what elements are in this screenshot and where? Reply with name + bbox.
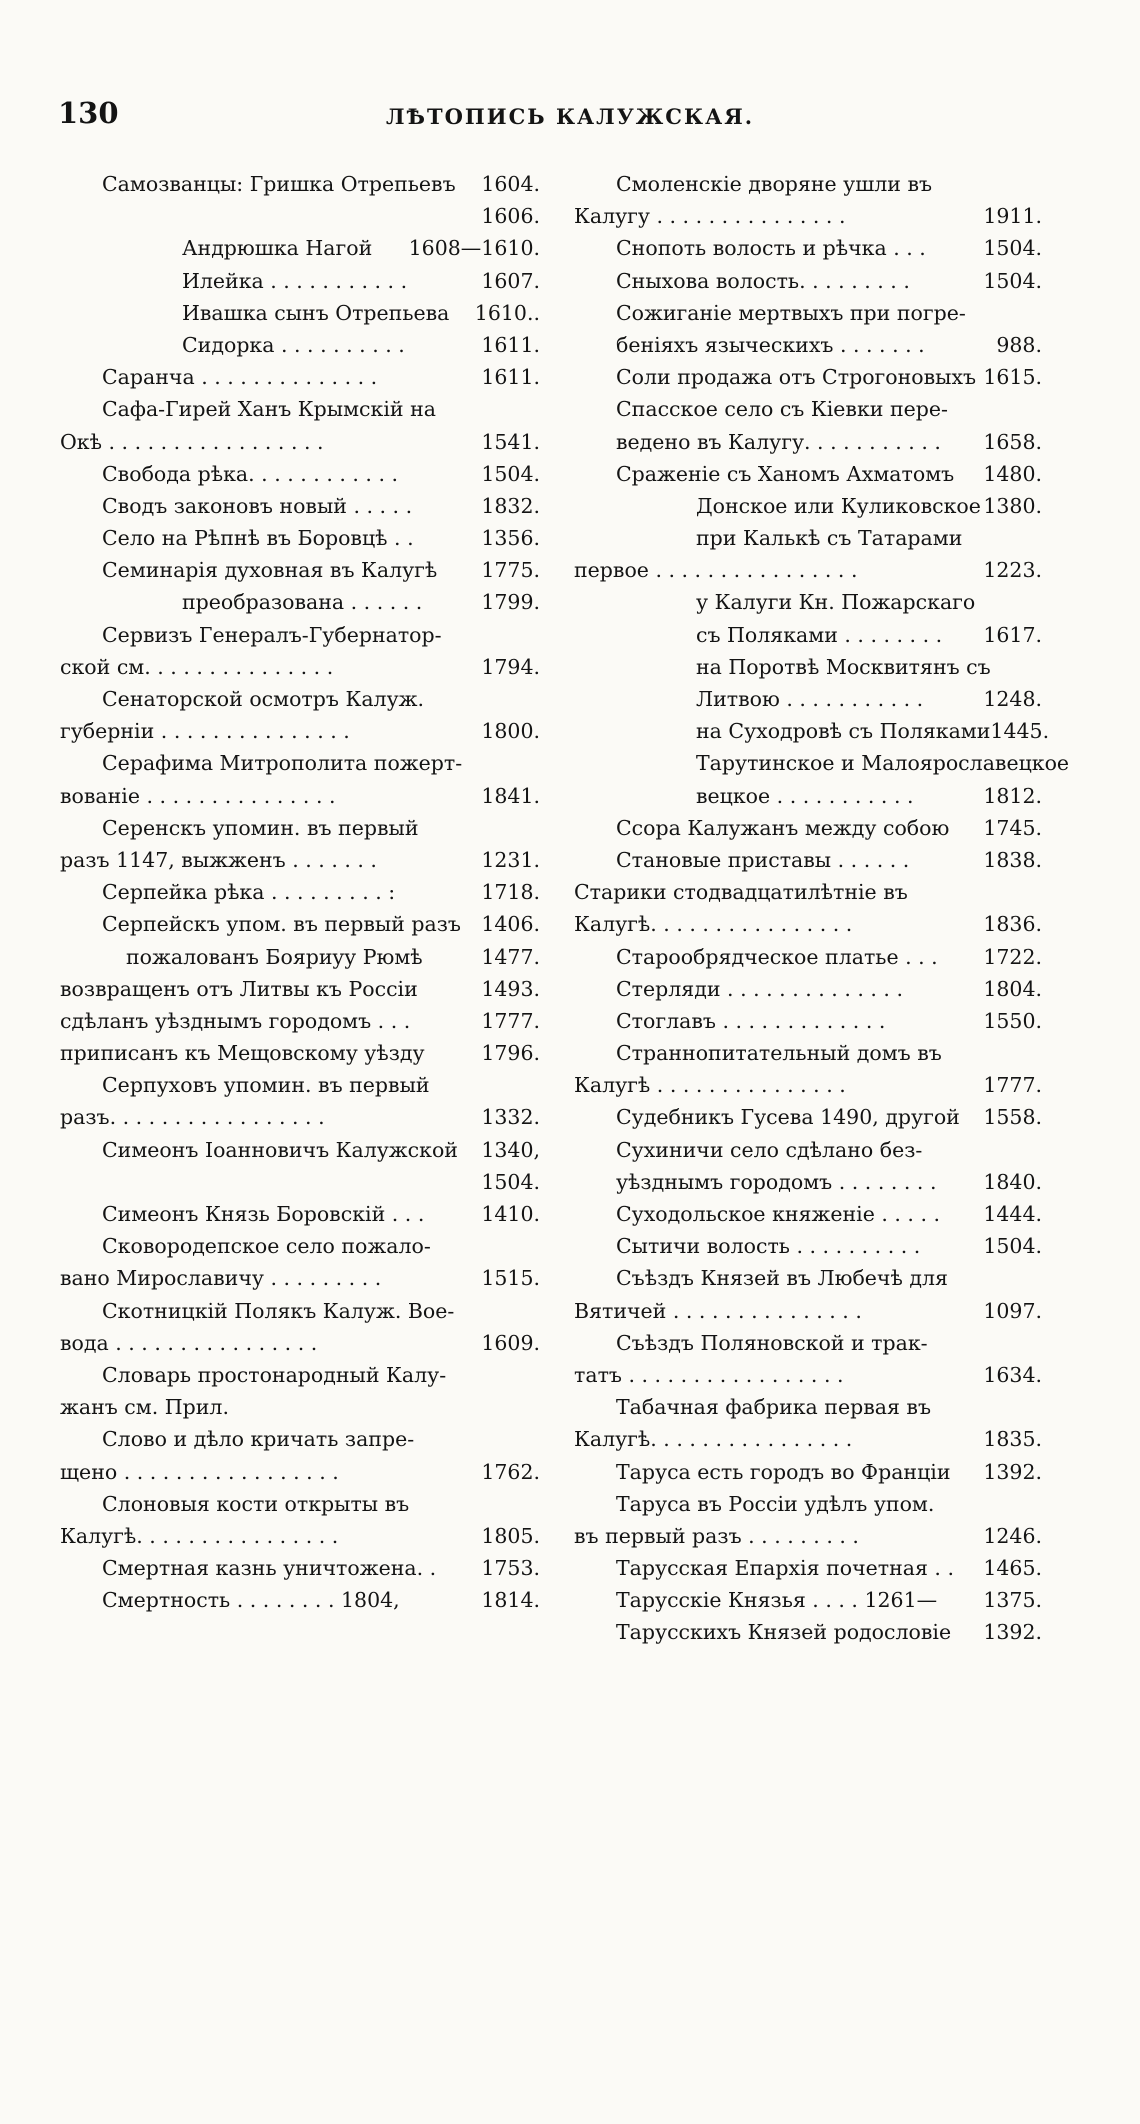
index-entry (60, 683, 540, 715)
entry-year: 1607. (481, 268, 540, 293)
entry-year: 1753. (481, 1556, 540, 1581)
index-entry (60, 458, 540, 490)
index-entry (60, 1198, 540, 1230)
entry-year: 1836. (983, 912, 1042, 937)
index-entry (60, 426, 540, 458)
entry-text: Сенаторской осмотръ Калуж. (102, 687, 425, 711)
entry-text: Илейка . . . . . . . . . . . (182, 268, 408, 293)
entry-text: Калугѣ . . . . . . . . . . . . . . . (574, 1073, 846, 1098)
entry-year: 1332. (481, 1105, 540, 1130)
index-entry (60, 844, 540, 876)
entry-year: 1775. (481, 558, 540, 583)
entry-text: Тарусскіе Князья . . . . 1261— (616, 1588, 938, 1613)
entry-year: 1504. (481, 461, 540, 486)
entry-year: 1804. (983, 976, 1042, 1001)
entry-year: 1838. (983, 847, 1042, 872)
entry-year: 1550. (983, 1008, 1042, 1033)
entry-year: 1814. (481, 1588, 540, 1613)
entry-year: 1608—1610. (408, 236, 540, 261)
entry-text: Стерляди . . . . . . . . . . . . . . (616, 976, 903, 1001)
entry-year: 1223. (983, 558, 1042, 583)
entry-text: Таруса есть городъ во Франціи (616, 1459, 951, 1484)
entry-year: 1800. (481, 719, 540, 744)
index-entry (574, 1101, 1042, 1133)
entry-year: 1246. (983, 1523, 1042, 1548)
entry-year: 1634. (983, 1362, 1042, 1387)
entry-text: Съѣздъ Князей въ Любечѣ для (616, 1266, 948, 1291)
index-entry (60, 232, 540, 264)
entry-text: Серенскъ упомин. въ первый (102, 815, 419, 840)
index-entry (574, 200, 1042, 232)
entry-text: возвращенъ отъ Литвы къ Россіи (60, 976, 418, 1001)
index-entry (60, 876, 540, 908)
index-entry (60, 1295, 540, 1327)
entry-year: 1445. (990, 719, 1050, 744)
entry-year: 1504. (983, 268, 1042, 293)
entry-year: 1504. (983, 236, 1042, 261)
index-entry (574, 393, 1042, 425)
entry-text: Тарусская Епархія почетная . . (616, 1556, 954, 1581)
entry-year: 1375. (983, 1588, 1042, 1613)
index-entry (574, 361, 1042, 393)
entry-year: 1515. (481, 1266, 540, 1291)
entry-text: Страннопитательный домъ въ (616, 1041, 942, 1066)
index-entry (60, 941, 540, 973)
entry-text: Смертная казнь уничтожена. . (102, 1556, 437, 1581)
entry-text: Серпейка рѣка . . . . . . . . . : (102, 880, 396, 905)
entry-text: Снопоть волость и рѣчка . . . (616, 236, 926, 261)
entry-text: вецкое . . . . . . . . . . . (696, 783, 914, 808)
entry-text: Сытичи волость . . . . . . . . . . (616, 1234, 921, 1259)
index-entry (60, 554, 540, 586)
entry-year: 1392. (983, 1459, 1042, 1484)
entry-text: вованіе . . . . . . . . . . . . . . . (60, 783, 336, 808)
index-entry (60, 1327, 540, 1359)
entry-year: 1504. (983, 1234, 1042, 1259)
entry-text: Старообрядческое платье . . . (616, 944, 938, 969)
entry-year: 1611. (481, 332, 540, 357)
entry-year: 1812. (983, 783, 1042, 808)
entry-text: при Калькѣ съ Татарами (696, 526, 963, 551)
index-entry (60, 297, 540, 329)
index-entry (574, 780, 1042, 812)
entry-text: у Калуги Кн. Пожарскаго (696, 590, 976, 615)
entry-year: 1609. (481, 1330, 540, 1355)
index-entry (574, 844, 1042, 876)
entry-text: Спасское село съ Кіевки пере- (616, 397, 948, 422)
entry-text: Тарусскихъ Князей родословіе (616, 1620, 952, 1645)
index-entry (574, 1198, 1042, 1230)
entry-text: Симеонъ Іоанновичъ Калужской (102, 1137, 458, 1162)
index-entry (574, 1488, 1042, 1520)
entry-year: 1794. (481, 654, 540, 679)
entry-year: 1832. (481, 493, 540, 518)
entry-text: Таруса въ Россіи удѣлъ упом. (616, 1491, 935, 1516)
index-entry (60, 1101, 540, 1133)
index-entry (574, 619, 1042, 651)
index-entry (60, 1069, 540, 1101)
entry-text: Судебникъ Гусева 1490, другой (616, 1105, 960, 1130)
entry-text: уѣзднымъ городомъ . . . . . . . . (616, 1169, 937, 1194)
index-entry (60, 200, 540, 232)
entry-year: 1841. (481, 783, 540, 808)
entry-year: 1477. (481, 944, 540, 969)
index-entry (574, 232, 1042, 264)
index-entry (60, 715, 540, 747)
index-entry (574, 554, 1042, 586)
index-entry (574, 329, 1042, 361)
index-entry (574, 973, 1042, 1005)
index-entry (60, 1520, 540, 1552)
index-entry (574, 1423, 1042, 1455)
entry-text: пожалованъ Бояриyу Рюмѣ (126, 944, 423, 969)
entry-text: Окѣ . . . . . . . . . . . . . . . . . (60, 429, 324, 454)
entry-text: Серпейскъ упом. въ первый разъ (102, 912, 461, 937)
entry-year: 988. (996, 332, 1042, 357)
entry-year: 1745. (983, 815, 1042, 840)
index-entry (60, 747, 540, 779)
entry-year: 1248. (983, 687, 1042, 711)
index-entry (60, 1456, 540, 1488)
entry-year: 1805. (481, 1523, 540, 1548)
index-entry (574, 715, 1050, 747)
entry-text: щено . . . . . . . . . . . . . . . . . (60, 1459, 339, 1484)
index-entry (60, 1584, 540, 1616)
index-entry (60, 1423, 540, 1455)
entry-year: 1658. (983, 429, 1042, 454)
entry-text: беніяхъ языческихъ . . . . . . . (616, 332, 925, 357)
entry-text: Свобода рѣка. . . . . . . . . . . . (102, 461, 399, 486)
entry-text: Серафима Митрополита пожерт- (102, 751, 463, 776)
running-title: ЛѢТОПИСЬ КАЛУЖСКАЯ. (385, 104, 755, 129)
index-entry (574, 1456, 1042, 1488)
entry-text: Симеонъ Князь Боровскій . . . (102, 1202, 425, 1226)
index-entry (574, 168, 1042, 200)
entry-text: на Поротвѣ Москвитянъ съ (696, 654, 991, 679)
index-entry (574, 683, 1042, 715)
index-entry (574, 747, 1070, 779)
entry-year: 1340, (481, 1137, 540, 1162)
entry-text: въ первый разъ . . . . . . . . . (574, 1523, 859, 1548)
index-entry (574, 490, 1042, 522)
index-entry (60, 1230, 540, 1262)
entry-year: 1718. (481, 880, 540, 905)
index-column-right (574, 168, 1070, 1649)
entry-year: 1231. (481, 847, 540, 872)
entry-text: Съѣздъ Поляновской и трак- (616, 1330, 928, 1355)
entry-year: 1392. (983, 1620, 1042, 1645)
entry-text: ведено въ Калугу. . . . . . . . . . . (616, 429, 941, 454)
index-entry (60, 812, 540, 844)
entry-text: Смоленскіе дворяне ушли въ (616, 172, 933, 196)
entry-text: на Суходровѣ съ Поляками (696, 719, 991, 744)
entry-text: Словарь простонародный Калу- (102, 1362, 447, 1387)
index-entry (574, 1391, 1042, 1423)
entry-year: 1444. (983, 1202, 1042, 1226)
entry-text: Вятичей . . . . . . . . . . . . . . . (574, 1298, 862, 1323)
entry-text: Самозванцы: Гришка Отрепьевъ (102, 172, 456, 196)
index-entry (574, 458, 1042, 490)
index-entry (60, 490, 540, 522)
entry-year: 1410. (481, 1202, 540, 1226)
entry-text: Слоновыя кости открыты въ (102, 1491, 410, 1516)
index-entry (574, 586, 1042, 618)
entry-text: Сухиничи село сдѣлано без- (616, 1137, 923, 1162)
entry-text: Сафа-Гирей Ханъ Крымскій на (102, 397, 436, 422)
entry-text: Серпуховъ упомин. въ первый (102, 1073, 430, 1098)
entry-year: 1840. (983, 1169, 1042, 1194)
index-column-left (60, 168, 540, 1616)
index-entry (574, 1327, 1042, 1359)
entry-text: преобразована . . . . . . (182, 590, 423, 615)
index-entry (574, 1230, 1042, 1262)
index-entry (574, 1520, 1042, 1552)
entry-text: Сковородепское село пожало- (102, 1234, 431, 1259)
page-number: 130 (58, 96, 119, 130)
index-entry (60, 1134, 540, 1166)
entry-year: 1097. (983, 1298, 1042, 1323)
index-entry (60, 168, 540, 200)
index-entry (60, 1037, 540, 1069)
index-entry (574, 1134, 1042, 1166)
entry-year: 1606. (481, 204, 540, 229)
entry-text: Калугу . . . . . . . . . . . . . . . (574, 204, 846, 229)
entry-text: Сныхова волость. . . . . . . . . (616, 268, 910, 293)
index-entry (60, 973, 540, 1005)
index-entry (60, 1359, 540, 1391)
entry-text: жанъ см. Прил. (60, 1395, 229, 1420)
index-entry (574, 941, 1042, 973)
index-entry (60, 1166, 540, 1198)
entry-text: Тарутинское и Малоярославецкое (696, 751, 1070, 776)
entry-year: 1777. (481, 1008, 540, 1033)
entry-text: Литвою . . . . . . . . . . . (696, 687, 924, 711)
index-entry (60, 908, 540, 940)
entry-text: Андрюшка Нагой (182, 236, 373, 261)
index-entry (60, 1488, 540, 1520)
entry-year: 1911. (983, 204, 1042, 229)
index-entry (60, 1262, 540, 1294)
entry-text: Калугѣ. . . . . . . . . . . . . . . . (574, 912, 853, 937)
entry-year: 1777. (983, 1073, 1042, 1098)
index-entry (574, 1359, 1042, 1391)
entry-year: 1762. (481, 1459, 540, 1484)
entry-text: Сводъ законовъ новый . . . . . (102, 493, 413, 518)
entry-text: ской см. . . . . . . . . . . . . . . (60, 654, 334, 679)
entry-text: Соли продажа отъ Строгоновыхъ (616, 365, 977, 390)
entry-year: 1796. (481, 1041, 540, 1066)
index-entry (574, 522, 1042, 554)
entry-text: Становые приставы . . . . . . (616, 847, 910, 872)
entry-year: 1465. (983, 1556, 1042, 1581)
index-entry (574, 812, 1042, 844)
index-entry (60, 522, 540, 554)
entry-text: Суходольское княженіе . . . . . (616, 1202, 940, 1226)
index-entry (60, 586, 540, 618)
entry-text: разъ. . . . . . . . . . . . . . . . . (60, 1105, 325, 1130)
index-entry (574, 908, 1042, 940)
entry-year: 1493. (481, 976, 540, 1001)
entry-text: Сидорка . . . . . . . . . . (182, 332, 405, 357)
index-entry (574, 297, 1042, 329)
index-entry (574, 1069, 1042, 1101)
entry-text: Калугѣ. . . . . . . . . . . . . . . . (60, 1523, 339, 1548)
entry-text: Табачная фабрика первая въ (616, 1395, 932, 1420)
entry-text: Саранча . . . . . . . . . . . . . . (102, 365, 378, 390)
entry-text: приписанъ къ Мещовскому уѣзду (60, 1041, 425, 1066)
entry-text: Стоглавъ . . . . . . . . . . . . . (616, 1008, 886, 1033)
index-entry (60, 619, 540, 651)
entry-year: 1799. (481, 590, 540, 615)
index-entry (574, 1166, 1042, 1198)
index-entry (60, 780, 540, 812)
entry-year: 1480. (983, 461, 1042, 486)
entry-text: сдѣланъ уѣзднымъ городомъ . . . (60, 1008, 411, 1033)
entry-text: татъ . . . . . . . . . . . . . . . . . (574, 1362, 844, 1387)
entry-text: съ Поляками . . . . . . . . (696, 622, 943, 647)
entry-year: 1835. (983, 1427, 1042, 1452)
index-entry (574, 1037, 1042, 1069)
entry-year: 1356. (481, 526, 540, 551)
entry-year: 1617. (983, 622, 1042, 647)
index-entry (60, 361, 540, 393)
entry-year: 1380. (983, 493, 1042, 518)
entry-text: Старики стодвадцатилѣтніе въ (574, 880, 908, 905)
entry-text: Село на Рѣпнѣ въ Боровцѣ . . (102, 526, 414, 551)
index-entry (60, 329, 540, 361)
entry-text: Семинарія духовная въ Калугѣ (102, 558, 438, 583)
index-entry (60, 1552, 540, 1584)
index-entry (574, 1295, 1042, 1327)
entry-text: Сожиганіе мертвыхъ при погре- (616, 300, 966, 325)
entry-year: 1541. (481, 429, 540, 454)
entry-year: 1611. (481, 365, 540, 390)
index-entry (574, 1584, 1042, 1616)
index-entry (60, 393, 540, 425)
index-entry (60, 1391, 540, 1423)
entry-text: губерніи . . . . . . . . . . . . . . . (60, 719, 350, 744)
entry-text: Слово и дѣло кричать запре- (102, 1427, 415, 1452)
entry-year: 1610.. (474, 300, 540, 325)
entry-text: вода . . . . . . . . . . . . . . . . (60, 1330, 318, 1355)
entry-year: 1504. (481, 1169, 540, 1194)
index-entry (574, 1552, 1042, 1584)
entry-text: Донское или Куликовское (696, 493, 981, 518)
entry-text: Ивашка сынъ Отрепьева (182, 300, 450, 325)
entry-text: Калугѣ. . . . . . . . . . . . . . . . (574, 1427, 853, 1452)
entry-year: 1406. (481, 912, 540, 937)
entry-text: Сервизъ Генералъ-Губернатор- (102, 622, 442, 647)
index-entry (60, 265, 540, 297)
index-entry (574, 426, 1042, 458)
entry-text: первое . . . . . . . . . . . . . . . . (574, 558, 858, 583)
index-entry (574, 265, 1042, 297)
entry-year: 1604. (481, 172, 540, 196)
page-header (0, 96, 1140, 136)
entry-year: 1722. (983, 944, 1042, 969)
index-entry (574, 876, 1042, 908)
entry-text: Скотницкій Полякъ Калуж. Вое- (102, 1298, 455, 1323)
entry-year: 1615. (983, 365, 1042, 390)
entry-text: разъ 1147, выжженъ . . . . . . . (60, 847, 377, 872)
index-entry (60, 1005, 540, 1037)
index-entry (574, 1005, 1042, 1037)
entry-text: Сраженіе съ Ханомъ Ахматомъ (616, 461, 955, 486)
entry-text: Ссора Калужанъ между собою (616, 815, 950, 840)
index-entry (574, 651, 1042, 683)
index-entry (574, 1616, 1042, 1648)
index-entry (60, 651, 540, 683)
entry-year: 1558. (983, 1105, 1042, 1130)
entry-text: вано Мирославичу . . . . . . . . . (60, 1266, 382, 1291)
entry-text: Смертность . . . . . . . . 1804, (102, 1588, 400, 1613)
index-entry (574, 1262, 1042, 1294)
